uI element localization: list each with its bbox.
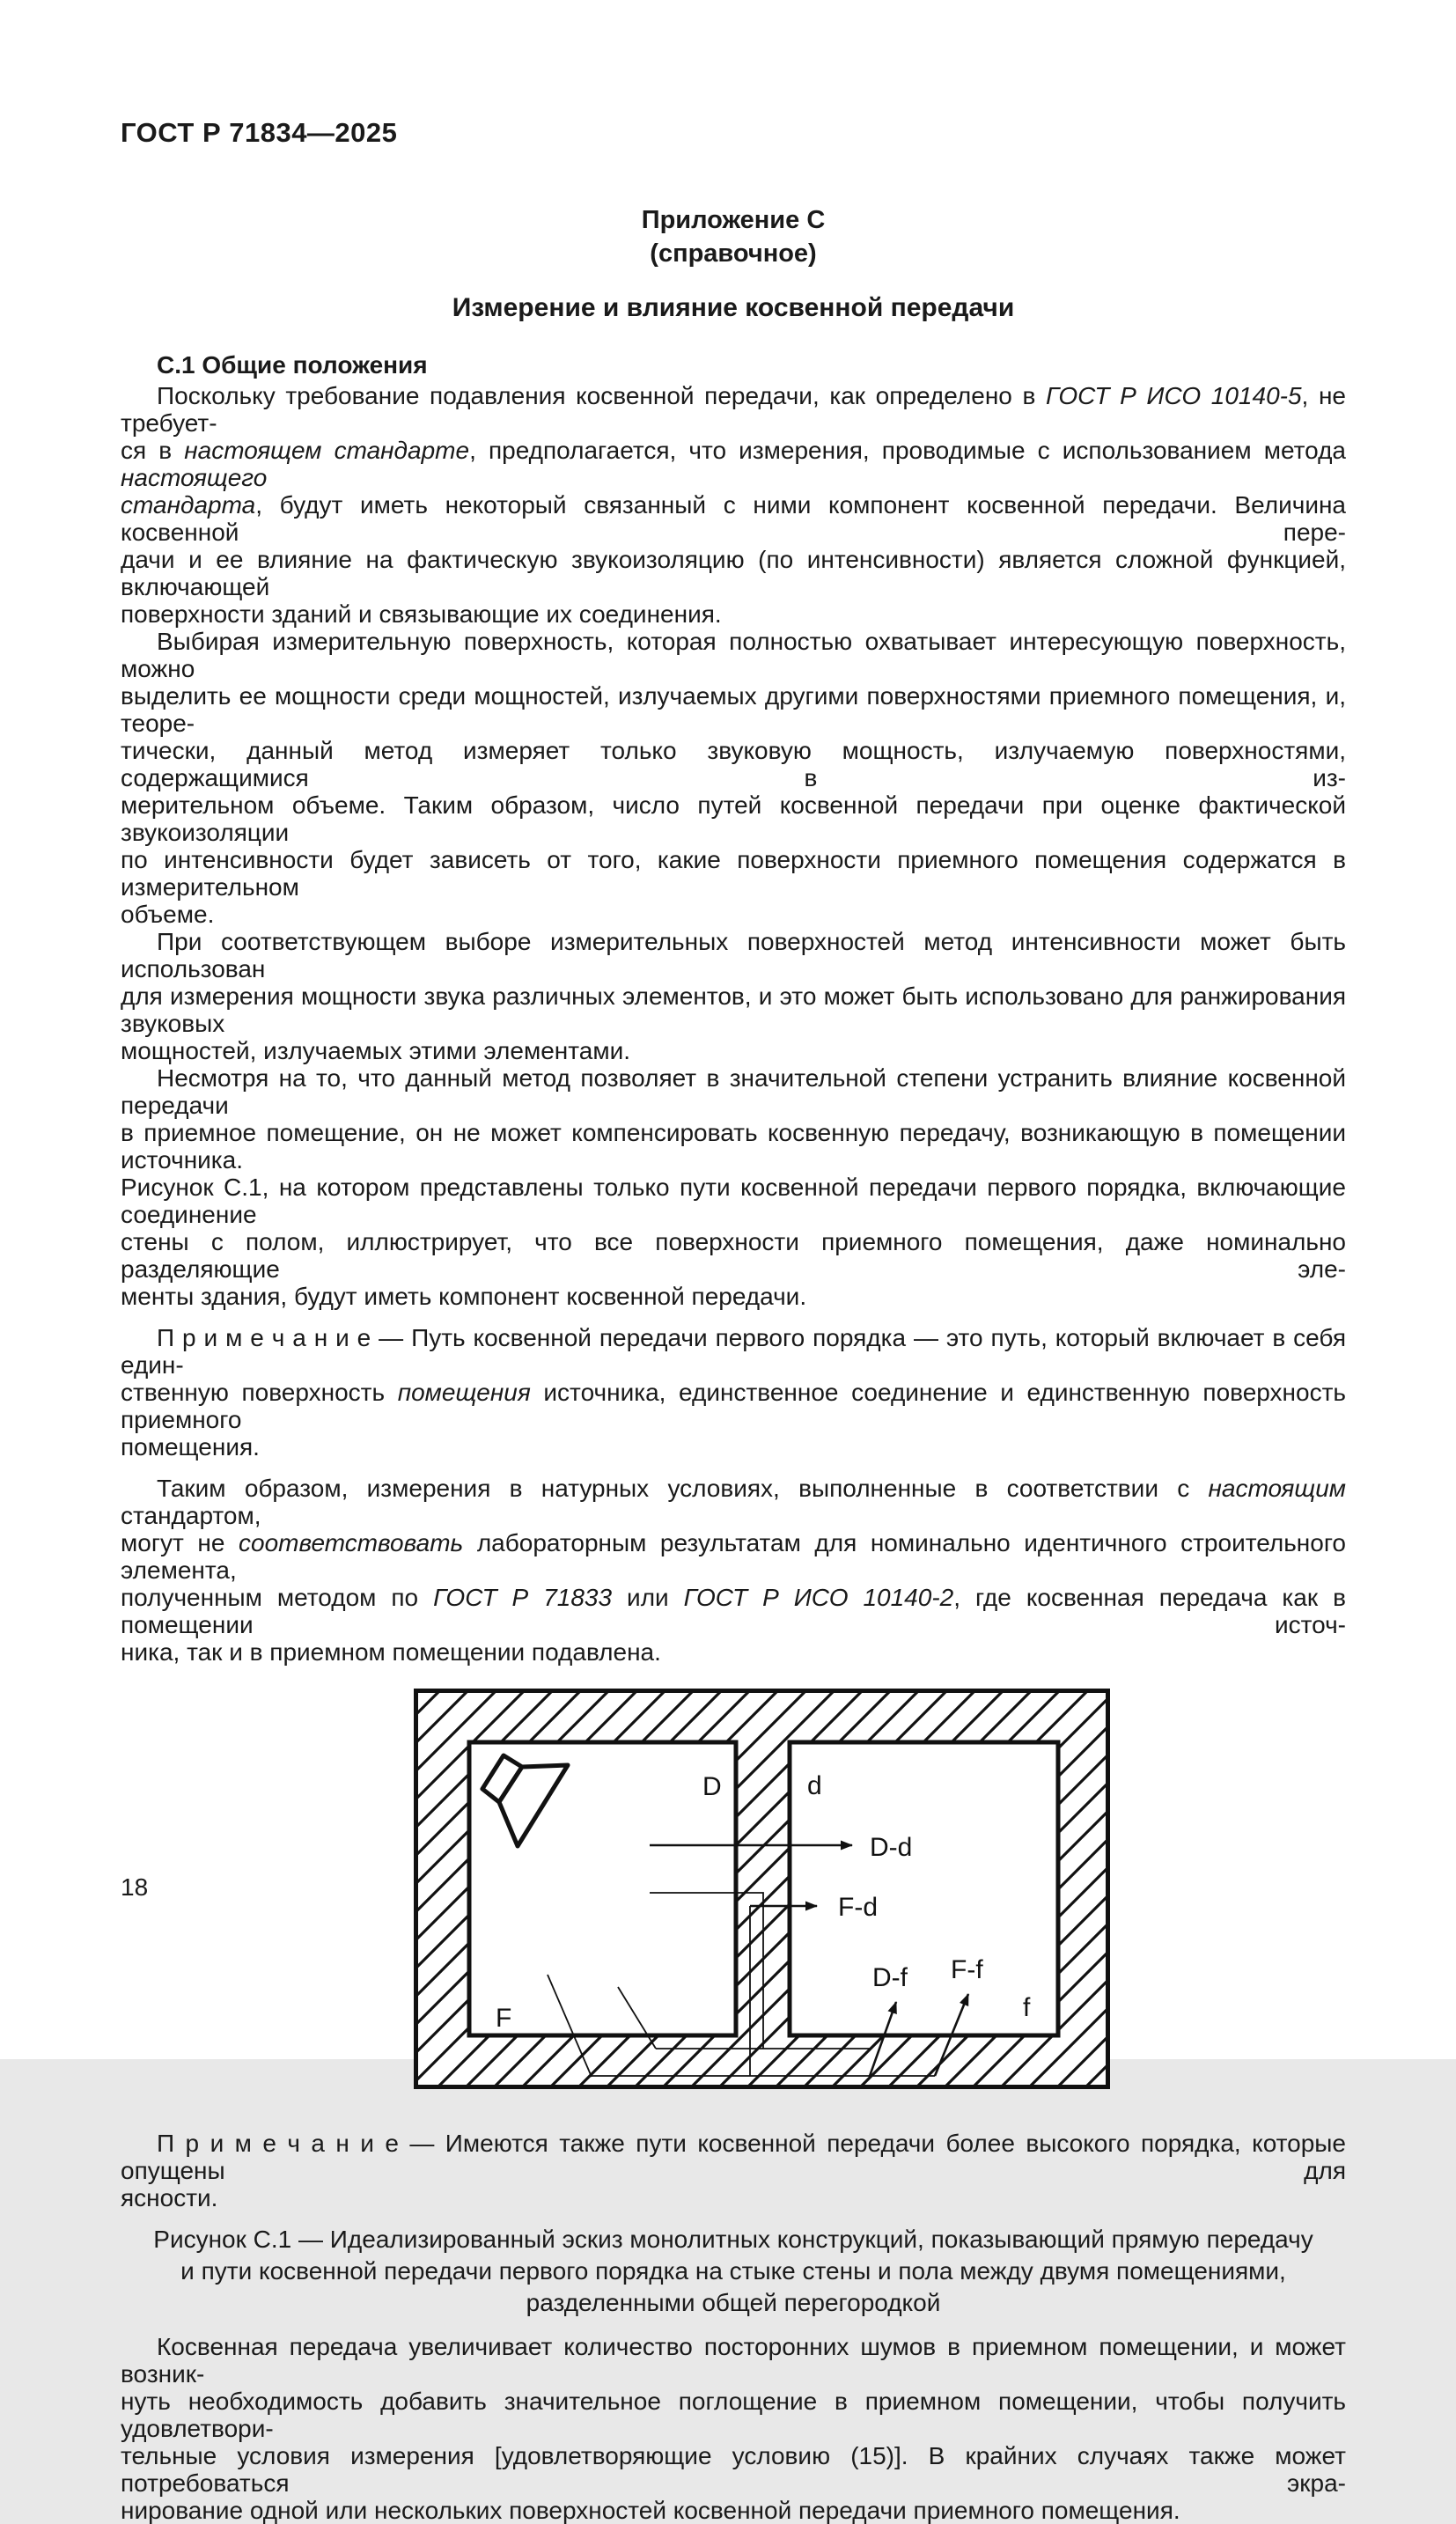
receiving-room	[790, 1742, 1058, 2035]
text-line: менты здания, будут иметь компонент косвенной передачи.	[121, 1283, 807, 1310]
text-line: разделенными общей перегородкой	[526, 2289, 941, 2316]
text-line: объеме.	[121, 901, 215, 928]
text-line: мерительном объеме. Таким образом, число путей косвенной передачи при оценке фактической звукоизоляции	[121, 791, 1346, 846]
text-line: При соответствующем выборе измерительных поверхностей метод интенсивности может быть использован	[121, 928, 1346, 982]
text-line: ника, так и в приемном помещении подавлена.	[121, 1638, 661, 1666]
text-line: полученным методом по ГОСТ Р 71833 или ГОСТ Р ИСО 10140-2, где косвенная передача как в помещении источ-	[121, 1584, 1346, 1638]
label-path-Df: D-f	[872, 1963, 908, 1992]
label-source-wall: D	[702, 1772, 722, 1801]
text-line: в приемное помещение, он не может компенсировать косвенную передачу, возникающую в помещении источника.	[121, 1119, 1346, 1174]
standard-designation: ГОСТ Р 71834—2025	[121, 117, 398, 148]
label-receiving-floor: f	[1023, 1993, 1031, 2022]
text-line: для измерения мощности звука различных элементов, и это может быть использовано для ранжирования звуковых	[121, 982, 1346, 1037]
text-line: стены с полом, иллюстрирует, что все поверхности приемного помещения, даже номинально разделяющие эле-	[121, 1228, 1346, 1283]
text-line: Косвенная передача увеличивает количество посторонних шумов в приемном помещении, и может возник-	[121, 2333, 1346, 2388]
text-line: ясности.	[121, 2184, 218, 2211]
section-heading: С.1 Общие положения	[157, 351, 428, 379]
text-line: П р и м е ч а н и е — Имеются также пути косвенной передачи более высокого порядка, которые опущены для	[121, 2130, 1346, 2184]
text-line: выделить ее мощности среди мощностей, излучаемых другими поверхностями приемного помещения, и, теоре-	[121, 682, 1346, 737]
paragraph-3	[121, 928, 1346, 1064]
figure-c1	[414, 1689, 1110, 2089]
text-line: Несмотря на то, что данный метод позволяет в значительной степени устранить влияние косвенной передачи	[121, 1064, 1346, 1119]
text-line: нирование одной или нескольких поверхностей косвенной передачи приемного помещения.	[121, 2497, 1180, 2524]
text-line: тельные условия измерения [удовлетворяющие условию (15)]. В крайних случаях также может потребоваться экра-	[121, 2442, 1346, 2497]
text-line: Рисунок С.1 — Идеализированный эскиз монолитных конструкций, показывающий прямую передачу	[153, 2226, 1313, 2253]
text-line: ся в настоящем стандарте, предполагается, что измерения, проводимые с использованием метода настоящего	[121, 437, 1346, 491]
appendix-title: Измерение и влияние косвенной передачи	[452, 293, 1015, 322]
page-number: 18	[121, 1873, 149, 1901]
text-line: Таким образом, измерения в натурных условиях, выполненные в соответствии с настоящим стандартом,	[121, 1475, 1346, 1529]
text-line: по интенсивности будет зависеть от того, какие поверхности приемного помещения содержатся в измерительном	[121, 846, 1346, 901]
text-line: ственную поверхность помещения источника, единственное соединение и единственную поверхность приемного	[121, 1379, 1346, 1433]
text-column	[121, 0, 1346, 2524]
label-receiving-wall: d	[807, 1771, 822, 1800]
note-1	[121, 1324, 1346, 1461]
paragraph-1	[121, 382, 1346, 628]
content-blocks-after	[121, 2130, 1346, 2524]
text-line: Поскольку требование подавления косвенной передачи, как определено в ГОСТ Р ИСО 10140-5, не требует-	[121, 382, 1346, 437]
text-line: поверхности зданий и связывающие их соединения.	[121, 600, 722, 628]
label-source-floor: F	[496, 2004, 512, 2033]
text-line: Выбирая измерительную поверхность, которая полностью охватывает интересующую поверхность, можно	[121, 628, 1346, 682]
appendix-label: Приложение С	[641, 206, 826, 234]
text-line: мощностей, излучаемых этими элементами.	[121, 1037, 630, 1064]
content-blocks-before	[121, 382, 1346, 1666]
note-2	[121, 2130, 1346, 2211]
text-line: и пути косвенной передачи первого порядка на стыке стены и пола между двумя помещениями,	[180, 2257, 1286, 2285]
figure-c1-diagram	[414, 1689, 1110, 2089]
label-path-Fd: F-d	[838, 1893, 878, 1922]
paragraph-6	[121, 2333, 1346, 2524]
paragraph-2	[121, 628, 1346, 928]
text-line: могут не соответствовать лабораторным результатам для номинально идентичного строительного элемента,	[121, 1529, 1346, 1584]
text-line: дачи и ее влияние на фактическую звукоизоляцию (по интенсивности) является сложной функцией, включающей	[121, 546, 1346, 600]
text-line: помещения.	[121, 1433, 260, 1461]
text-line: П р и м е ч а н и е — Путь косвенной передачи первого порядка — это путь, который включает в себя един-	[121, 1324, 1346, 1379]
label-path-Ff: F-f	[951, 1955, 983, 1984]
text-line: тически, данный метод измеряет только звуковую мощность, излучаемую поверхностями, содержащимися в из-	[121, 737, 1346, 791]
paragraph-4	[121, 1064, 1346, 1310]
text-line: Рисунок С.1, на котором представлены только пути косвенной передачи первого порядка, включающие соединение	[121, 1174, 1346, 1228]
text-line: стандарта, будут иметь некоторый связанный с ними компонент косвенной передачи. Величина косвенной пере-	[121, 491, 1346, 546]
figure-caption	[121, 2224, 1346, 2319]
paragraph-5	[121, 1475, 1346, 1666]
text-line: нуть необходимость добавить значительное поглощение в приемном помещении, чтобы получить удовлетвори-	[121, 2388, 1346, 2442]
label-path-Dd: D-d	[870, 1833, 913, 1862]
appendix-type: (справочное)	[650, 239, 817, 268]
